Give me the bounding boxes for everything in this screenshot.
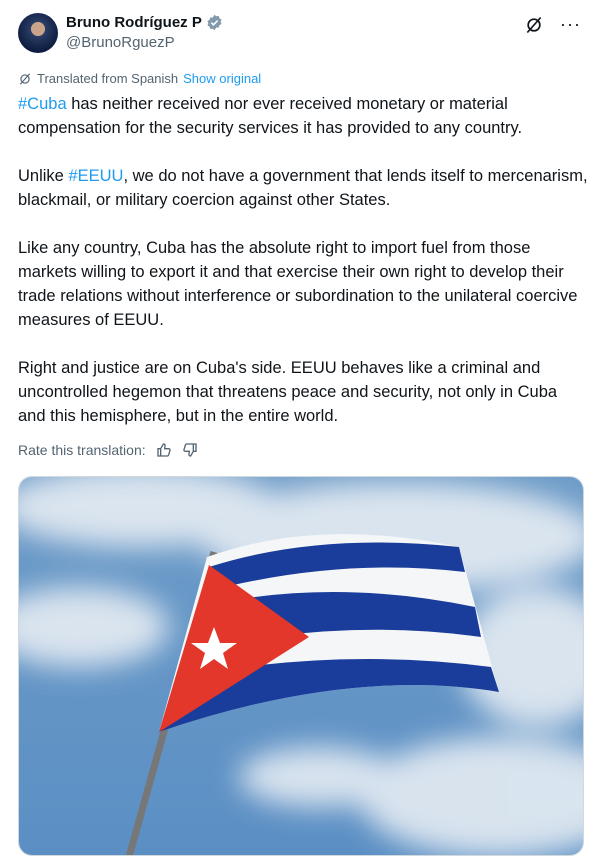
paragraph-2-pre: Unlike — [18, 167, 69, 185]
grok-icon[interactable] — [524, 15, 544, 35]
translated-label: Translated from Spanish — [37, 71, 179, 86]
post-image-cuban-flag[interactable] — [18, 476, 584, 856]
paragraph-1 — [18, 92, 588, 140]
translate-icon — [18, 72, 32, 86]
hashtag-eeuu[interactable]: #EEUU — [68, 167, 124, 185]
thumbs-down-icon[interactable] — [182, 442, 198, 458]
verified-badge-icon — [206, 14, 223, 31]
author-name[interactable]: Bruno Rodríguez P — [66, 14, 202, 31]
more-options-icon[interactable]: ··· — [560, 14, 581, 34]
paragraph-1-text: has neither received nor ever received monetary or material compensation for the security services it has provided to any country. — [18, 95, 523, 137]
hashtag-cuba[interactable]: #Cuba — [18, 95, 67, 113]
show-original-link[interactable]: Show original — [183, 71, 262, 86]
paragraph-2-text: , we do not have a government that lends itself to mercenarism, blackmail, or military coercion against other States. — [18, 167, 588, 209]
paragraph-4: Right and justice are on Cuba's side. EEUU behaves like a criminal and uncontrolled hegemon that threatens peace and security, not only in Cuba and this hemisphere, but in the entire world. — [18, 359, 558, 425]
paragraph-3: Like any country, Cuba has the absolute right to import fuel from those markets willing to export it and that exercise their own right to develop their trade relations without interference or subordination to the unilateral coercive measures of EEUU. — [18, 239, 578, 329]
author-name-row — [66, 14, 223, 31]
rate-translation-label: Rate this translation: — [18, 442, 146, 458]
post-text — [18, 92, 588, 452]
author-handle[interactable]: @BrunoRguezP — [66, 34, 175, 51]
avatar[interactable] — [18, 13, 58, 53]
paragraph-2 — [18, 164, 588, 212]
thumbs-up-icon[interactable] — [156, 442, 172, 458]
